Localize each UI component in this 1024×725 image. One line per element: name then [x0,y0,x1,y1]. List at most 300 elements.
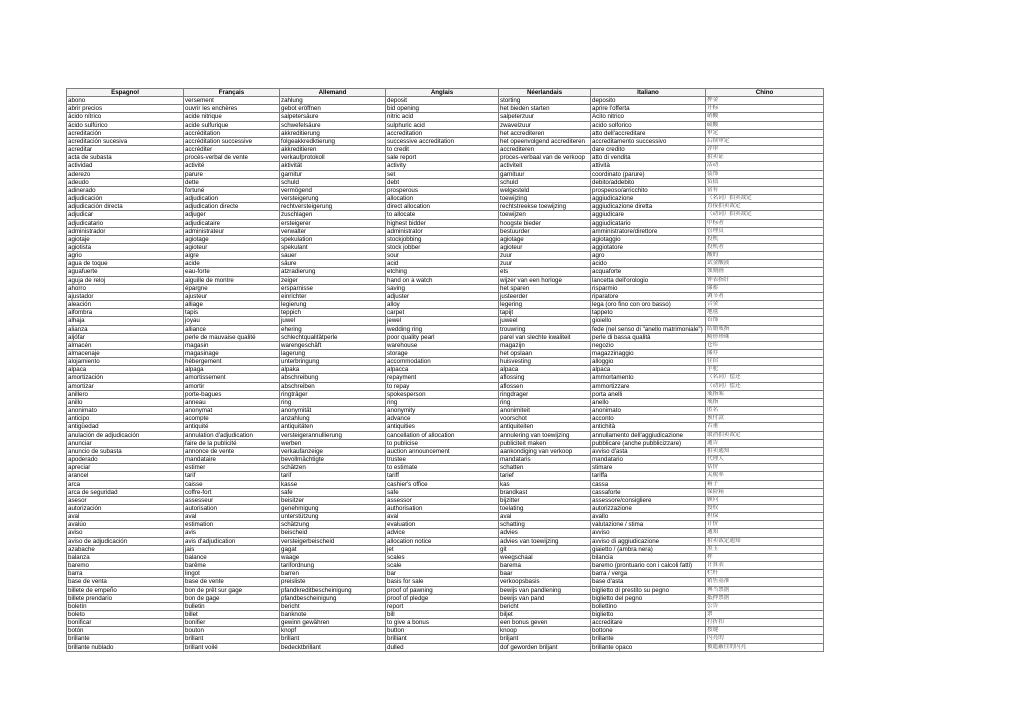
cell-spanish: apoderado [67,456,184,464]
cell-german: garnitur [280,170,386,178]
cell-italian: annullamento dell'aggiudicazione [591,431,706,439]
table-row [67,447,824,455]
cell-french: joyau [184,317,280,325]
cell-english: prosperous [386,186,499,194]
cell-chinese: 保险箱 [706,488,824,496]
cell-dutch: aankondiging van verkoop [499,447,591,455]
cell-chinese: 顾问 [706,496,824,504]
cell-german: safe [280,488,386,496]
cell-dutch: schuld [499,178,591,186]
cell-french: acide sulfurique [184,121,280,129]
cell-italian: giaietto / (ambra nera) [591,545,706,553]
cell-german: zeiger [280,276,386,284]
cell-italian: acido solforico [591,121,706,129]
cell-dutch: alpaca [499,366,591,374]
cell-dutch: garnituur [499,170,591,178]
cell-italian: accreditare [591,619,706,627]
cell-dutch: justeerder [499,292,591,300]
cell-english: to repay [386,382,499,390]
cell-german: antiquitäten [280,423,386,431]
cell-dutch: advies van toewijzing [499,537,591,545]
cell-spanish: anunciar [67,439,184,447]
cell-chinese: （名词）偿还 [706,374,824,382]
cell-english: repayment [386,374,499,382]
cell-chinese: 管理员 [706,227,824,235]
cell-chinese: 计价 [706,521,824,529]
cell-dutch: weegschaal [499,553,591,561]
table-row [67,504,824,512]
cell-dutch: bestuurder [499,227,591,235]
cell-english: to estimate [386,464,499,472]
table-row [67,113,824,121]
table-row [67,374,824,382]
cell-dutch: bericht [499,602,591,610]
cell-italian: stimare [591,464,706,472]
table-row [67,619,824,627]
cell-italian: lega (oro fino con oro basso) [591,301,706,309]
cell-spanish: adjudicación directa [67,203,184,211]
cell-spanish: agua de toque [67,260,184,268]
cell-french: bon de gage [184,594,280,602]
table-row [67,154,824,162]
cell-french: alpaga [184,366,280,374]
cell-italian: Acito nitrico [591,113,706,121]
cell-english: successive accreditation [386,137,499,145]
cell-english: accreditation [386,129,499,137]
cell-english: tariff [386,472,499,480]
cell-italian: magazzinaggio [591,350,706,358]
cell-german: verkaufanzeige [280,447,386,455]
cell-german: alpaka [280,366,386,374]
header-row [67,89,824,97]
cell-italian: bilancia [591,553,706,561]
cell-french: assesseur [184,496,280,504]
cell-chinese: 结婚戒指 [706,325,824,333]
column-header-english: Anglais [386,89,499,97]
cell-dutch: verkoopsbasis [499,578,591,586]
cell-dutch: brandkast [499,488,591,496]
cell-french: anneau [184,398,280,406]
cell-english: allocation notice [386,537,499,545]
cell-dutch: wijzer van een horloge [499,276,591,284]
cell-italian: alloggio [591,358,706,366]
cell-italian: risparmio [591,284,706,292]
cell-spanish: aval [67,513,184,521]
cell-french: fortuné [184,186,280,194]
cell-dutch: bewijs van pandlening [499,586,591,594]
cell-chinese: （动词）偿还 [706,382,824,390]
cell-chinese: 戒指架 [706,390,824,398]
cell-italian: aggiudicazione [591,195,706,203]
cell-dutch: magazijn [499,341,591,349]
cell-italian: biglietto del pegno [591,594,706,602]
cell-dutch: toewijzing [499,195,591,203]
cell-french: annonce de vente [184,447,280,455]
table-row [67,162,824,170]
cell-german: anonymität [280,407,386,415]
cell-french: estimer [184,464,280,472]
cell-italian: baremo (prontuario con i calcoli fatti) [591,562,706,570]
cell-italian: anello [591,398,706,406]
cell-german: werben [280,439,386,447]
cell-french: adjudication [184,195,280,203]
table-row [67,464,824,472]
cell-dutch: briljant [499,635,591,643]
cell-english: button [386,627,499,635]
cell-spanish: anticipo [67,415,184,423]
cell-spanish: bonificar [67,619,184,627]
cell-spanish: adjudicación [67,195,184,203]
table-row [67,456,824,464]
cell-english: jewel [386,317,499,325]
cell-spanish: almacén [67,341,184,349]
cell-spanish: antigüedad [67,423,184,431]
cell-french: ouvrir les enchères [184,105,280,113]
cell-spanish: anuncio de subasta [67,447,184,455]
cell-dutch: agiotage [499,235,591,243]
cell-english: auction announcement [386,447,499,455]
cell-italian: avallo [591,513,706,521]
cell-english: aval [386,513,499,521]
cell-chinese: 估价 [706,464,824,472]
cell-dutch: zuur [499,260,591,268]
cell-dutch: baar [499,570,591,578]
cell-spanish: acreditación [67,129,184,137]
cell-english: wedding ring [386,325,499,333]
cell-french: jais [184,545,280,553]
cell-german: abschreibung [280,374,386,382]
cell-french: balance [184,553,280,561]
cell-chinese: 匿名 [706,407,824,415]
cell-chinese: 拍卖裁定通知 [706,537,824,545]
cell-chinese: 储存 [706,350,824,358]
table-row [67,121,824,129]
cell-chinese: 预付款 [706,415,824,423]
cell-dutch: zuur [499,252,591,260]
cell-chinese: 储蓄 [706,284,824,292]
cell-chinese: 拍卖证 [706,154,824,162]
cell-german: akkreditierung [280,129,386,137]
table-row [67,423,824,431]
cell-italian: antichità [591,423,706,431]
cell-english: scale [386,562,499,570]
cell-german: knopf [280,627,386,635]
table-row [67,309,824,317]
cell-dutch: bijzitter [499,496,591,504]
cell-spanish: base de venta [67,578,184,586]
cell-english: sour [386,252,499,260]
cell-italian: perle di bassa qualità [591,333,706,341]
cell-italian: anonimato [591,407,706,415]
cell-english: acid [386,260,499,268]
cell-italian: aggiudicare [591,211,706,219]
cell-french: bon de prêt sur gage [184,586,280,594]
cell-chinese: 通知 [706,529,824,537]
cell-german: barren [280,570,386,578]
cell-english: bar [386,570,499,578]
cell-spanish: aviso [67,529,184,537]
table-row [67,358,824,366]
cell-german: tarifordnung [280,562,386,570]
cell-spanish: aderezo [67,170,184,178]
table-row [67,562,824,570]
cell-italian: aggiudicatario [591,219,706,227]
cell-dutch: agioteur [499,243,591,251]
cell-chinese: 装饰 [706,170,824,178]
cell-english: highest bidder [386,219,499,227]
table-row [67,545,824,553]
cell-german: rechtversteigerung [280,203,386,211]
cell-chinese: 活动 [706,162,824,170]
table-row [67,513,824,521]
cell-german: aktivität [280,162,386,170]
cell-french: amortir [184,382,280,390]
cell-german: ersparnisse [280,284,386,292]
cell-spanish: anillo [67,398,184,406]
table-row [67,260,824,268]
cell-english: accommodation [386,358,499,366]
table-row [67,627,824,635]
cell-french: porte-bagues [184,390,280,398]
cell-english: alpacca [386,366,499,374]
cell-spanish: adjudicar [67,211,184,219]
cell-english: stock jobber [386,243,499,251]
cell-spanish: ácido sulfúrico [67,121,184,129]
cell-italian: fede (nel senso di "anello matrimoniale") [591,325,706,333]
cell-german: pfandbescheinigung [280,594,386,602]
table-row [67,105,824,113]
cell-dutch: ets [499,268,591,276]
cell-italian: tariffa [591,472,706,480]
cell-english: ring [386,398,499,406]
cell-italian: pubblicare (anche pubblicizzare) [591,439,706,447]
cell-spanish: administrador [67,227,184,235]
cell-spanish: arancel [67,472,184,480]
cell-chinese: 投机 [706,235,824,243]
cell-german: bevollmächtigte [280,456,386,464]
cell-chinese: 投机者 [706,243,824,251]
cell-english: warehouse [386,341,499,349]
cell-english: administrator [386,227,499,235]
cell-german: beisitzer [280,496,386,504]
cell-spanish: aviso de adjudicación [67,537,184,545]
cell-english: hand on a watch [386,276,499,284]
cell-spanish: anulación de adjudicación [67,431,184,439]
cell-chinese: 蚀刻画 [706,268,824,276]
cell-italian: acquaforte [591,268,706,276]
cell-german: verwalter [280,227,386,235]
cell-chinese: 古董 [706,423,824,431]
cell-italian: lancetta dell'orologio [591,276,706,284]
cell-chinese: 开标 [706,105,824,113]
cell-italian: cassaforte [591,488,706,496]
cell-chinese: 中标者 [706,219,824,227]
cell-french: coffre-fort [184,488,280,496]
cell-spanish: acreditar [67,146,184,154]
column-header-dutch: Néerlandais [499,89,591,97]
cell-english: advance [386,415,499,423]
cell-italian: aggiotatore [591,243,706,251]
cell-italian: tappeto [591,309,706,317]
table-row [67,521,824,529]
cell-german: legierung [280,301,386,309]
cell-spanish: alpaca [67,366,184,374]
cell-chinese: 打折扣 [706,619,824,627]
cell-english: debt [386,178,499,186]
table-row [67,333,824,341]
cell-german: unterbringung [280,358,386,366]
cell-french: accréditer [184,146,280,154]
cell-italian: deposito [591,97,706,105]
cell-italian: cassa [591,480,706,488]
cell-french: hébergement [184,358,280,366]
cell-chinese: 闪亮的 [706,635,824,643]
cell-dutch: huisvesting [499,358,591,366]
cell-german: juwel [280,317,386,325]
cell-chinese: 通告 [706,439,824,447]
cell-french: bulletin [184,602,280,610]
cell-german: pfandkreditbescheinigung [280,586,386,594]
cell-german: abschreiben [280,382,386,390]
cell-chinese: 地毯 [706,309,824,317]
cell-chinese: 公告 [706,602,824,610]
cell-german: schlechtqualitätperle [280,333,386,341]
cell-spanish: apreciar [67,464,184,472]
cell-spanish: aguafuerte [67,268,184,276]
table-row [67,496,824,504]
cell-spanish: almacenaje [67,350,184,358]
cell-german: versteigerbeischeid [280,537,386,545]
cell-french: avis d'adjudication [184,537,280,545]
cell-spanish: balanza [67,553,184,561]
cell-german: schuld [280,178,386,186]
table-row [67,635,824,643]
cell-spanish: aguja de reloj [67,276,184,284]
cell-dutch: barema [499,562,591,570]
cell-chinese: （动词）拍卖裁定 [706,211,824,219]
cell-german: anzahlung [280,415,386,423]
cell-german: gagat [280,545,386,553]
cell-french: ajusteur [184,292,280,300]
cell-german: folgeakkredktierung [280,137,386,145]
cell-chinese: 合金 [706,301,824,309]
cell-german: versteigerannullierung [280,431,386,439]
cell-chinese: 典当票据 [706,586,824,594]
cell-dutch: trouwring [499,325,591,333]
cell-french: accréditation [184,129,280,137]
cell-dutch: tarief [499,472,591,480]
cell-dutch: bewijs van pand [499,594,591,602]
cell-german: vermögend [280,186,386,194]
table-row [67,284,824,292]
cell-spanish: alianza [67,325,184,333]
cell-french: magasin [184,341,280,349]
table-row [67,407,824,415]
cell-german: einrichter [280,292,386,300]
column-header-french: Français [184,89,280,97]
cell-chinese: 畸形珍珠 [706,333,824,341]
cell-dutch: parel van slechte kwaliteit [499,333,591,341]
table-row [67,137,824,145]
cell-dutch: legering [499,301,591,309]
cell-italian: avviso [591,529,706,537]
cell-french: brillant [184,635,280,643]
cell-chinese: 首饰 [706,317,824,325]
cell-english: stockjobbing [386,235,499,243]
cell-italian: dare credito [591,146,706,154]
cell-dutch: schatting [499,521,591,529]
cell-german: teppich [280,309,386,317]
cell-english: set [386,170,499,178]
cell-french: caisse [184,480,280,488]
cell-spanish: barra [67,570,184,578]
cell-french: aval [184,513,280,521]
cell-dutch: ringdrager [499,390,591,398]
cell-german: spekulation [280,235,386,243]
table-row [67,570,824,578]
cell-spanish: asesor [67,496,184,504]
cell-english: report [386,602,499,610]
cell-italian: agro [591,252,706,260]
cell-italian: biglietto di prestito su pegno [591,586,706,594]
cell-chinese: 评审 [706,146,824,154]
cell-french: adjudicataire [184,219,280,227]
table-row [67,594,824,602]
cell-french: lingot [184,570,280,578]
cell-french: adjuger [184,211,280,219]
cell-chinese: 住宿 [706,358,824,366]
cell-french: bouton [184,627,280,635]
cell-chinese: 销售基准 [706,578,824,586]
cell-italian: debito/addebito [591,178,706,186]
cell-dutch: zwavelzuur [499,121,591,129]
cell-spanish: abrir precios [67,105,184,113]
cell-dutch: voorschot [499,415,591,423]
cell-english: bill [386,611,499,619]
cell-english: to credit [386,146,499,154]
cell-dutch: het accrediteren [499,129,591,137]
cell-german: zahlung [280,97,386,105]
cell-german: bedecktbrillant [280,643,386,651]
cell-english: proof of pledge [386,594,499,602]
cell-french: tapis [184,309,280,317]
cell-spanish: boletín [67,602,184,610]
cell-english: evaluation [386,521,499,529]
cell-spanish: ahorro [67,284,184,292]
table-row [67,439,824,447]
cell-english: scales [386,553,499,561]
cell-chinese: 关税率 [706,472,824,480]
table-row [67,97,824,105]
cell-chinese: 秤 [706,553,824,561]
cell-english: advice [386,529,499,537]
cell-italian: negozio [591,341,706,349]
cell-italian: mandatario [591,456,706,464]
cell-spanish: billete prendario [67,594,184,602]
cell-chinese: 富有 [706,186,824,194]
cell-dutch: juweel [499,317,591,325]
cell-german: genehmigung [280,504,386,512]
cell-italian: gioiello [591,317,706,325]
cell-dutch: hoogste bieder [499,219,591,227]
cell-italian: coordinato (parure) [591,170,706,178]
cell-german: schätzung [280,521,386,529]
cell-french: avis [184,529,280,537]
table-row [67,219,824,227]
cell-italian: base d'asta [591,578,706,586]
cell-spanish: anonimato [67,407,184,415]
table-row [67,170,824,178]
